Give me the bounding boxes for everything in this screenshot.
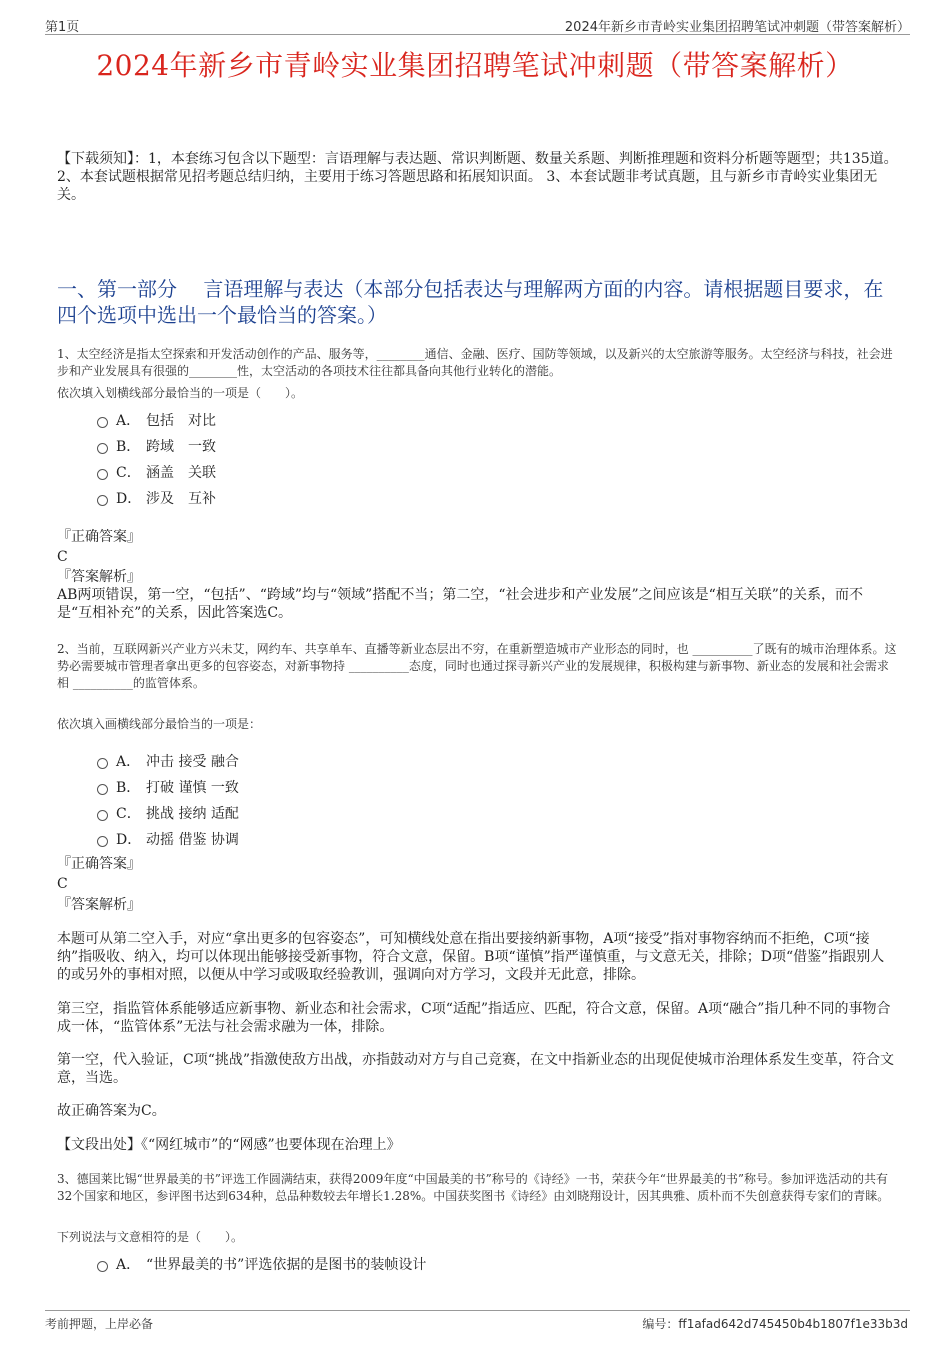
- question-2-option-a[interactable]: [97, 751, 239, 771]
- option-label: B．: [116, 780, 141, 796]
- option-label: C．: [116, 465, 141, 481]
- question-1-answer: C: [57, 549, 68, 565]
- radio-icon[interactable]: [97, 469, 108, 480]
- radio-icon[interactable]: [97, 495, 108, 506]
- section-title: 一、第一部分 言语理解与表达（本部分包括表达与理解两方面的内容。请根据题目要求，在四个选项中选出一个最恰当的答案。）: [57, 277, 884, 327]
- page-title: 2024年新乡市青岭实业集团招聘笔试冲刺题（带答案解析）: [96, 49, 854, 82]
- header-doc-title: 2024年新乡市青岭实业集团招聘笔试冲刺题（带答案解析）: [564, 20, 910, 35]
- footer-slogan: 考前押题，上岸必备: [45, 1317, 154, 1331]
- question-1-analysis-heading: 『答案解析』: [57, 569, 141, 585]
- option-label: A．: [116, 413, 141, 429]
- radio-icon[interactable]: [97, 417, 108, 428]
- question-2-analysis-heading: 『答案解析』: [57, 897, 141, 913]
- question-2-analysis-paragraph: 第一空，代入验证，C项“挑战”指激使敌方出战，亦指鼓动对方与自己竞赛，在文中指新业态的出现促使城市治理体系发生变革，符合文意，当选。: [57, 1052, 895, 1086]
- question-1-option-a[interactable]: [97, 410, 216, 430]
- question-2-option-d[interactable]: [97, 829, 239, 849]
- radio-icon[interactable]: [97, 1261, 108, 1272]
- question-1-option-b[interactable]: [97, 436, 216, 456]
- question-1-option-c[interactable]: [97, 462, 216, 482]
- option-text: 冲击 接受 融合: [146, 754, 239, 770]
- option-text: 挑战 接纳 适配: [146, 806, 239, 822]
- option-label: D．: [116, 491, 142, 507]
- question-3-text: 3、德国莱比锡“世界最美的书”评选工作圆满结束，获得2009年度“中国最美的书”称号的《诗经》一书，荣获今年“世界最美的书”称号。参加评选活动的共有32个国家和地区，参评图书达到634种，总品种数较去年增长1.28%。中国获奖图书《诗经》由刘晓翔设计，因其典雅、质朴而不失创意获得专家们的青睐。: [57, 1172, 890, 1203]
- question-1-analysis: AB两项错误，第一空，“包括”、“跨域”均与“领域”搭配不当；第二空，“社会进步和产业发展”之间应该是“相互关联”的关系，而不是“互相补充”的关系，因此答案选C。: [57, 587, 863, 621]
- download-notice: 【下载须知】：1，本套练习包含以下题型：言语理解与表达题、常识判断题、数量关系题、判断推理题和资料分析题等题型；共135道。 2、本套试题根据常见招考题总结归纳，主要用于练习答题思路和拓展知识面。 3、本套试题非考试真题，且与新乡市青岭实业集团无关。: [57, 151, 898, 203]
- question-2-text: 2、当前，互联网新兴产业方兴未艾，网约车、共享单车、直播等新业态层出不穷，在重新塑造城市产业形态的同时，也 __________了既有的城市治理体系。这势必需要城市管理者拿出更多的包容姿态，对新事物持 __________态度，同时也通过探寻新兴产业的发展规律，积极构建与新事物、新业态的发展和社会需求相 __________的监管体系。: [57, 642, 897, 690]
- option-label: C．: [116, 806, 141, 822]
- radio-icon[interactable]: [97, 443, 108, 454]
- option-text: 涵盖 关联: [146, 465, 216, 481]
- option-text: 打破 谨慎 一致: [146, 780, 239, 796]
- option-text: 跨域 一致: [146, 439, 216, 455]
- serial-code: ff1afad642d745450b4b1807f1e33b3d: [678, 1317, 908, 1331]
- radio-icon[interactable]: [97, 810, 108, 821]
- question-2-option-c[interactable]: [97, 803, 239, 823]
- question-2-analysis-paragraph: 第三空，指监管体系能够适应新事物、新业态和社会需求，C项“适配”指适应、匹配，符合文意，保留。A项“融合”指几种不同的事物合成一体，“监管体系”无法与社会需求融为一体，排除。: [57, 1001, 891, 1035]
- footer-serial: [642, 1315, 908, 1332]
- radio-icon[interactable]: [97, 758, 108, 769]
- question-2-prompt: 依次填入画横线部分最恰当的一项是：: [57, 717, 262, 731]
- question-2-answer-heading: 『正确答案』: [57, 856, 141, 872]
- option-text: 涉及 互补: [146, 491, 216, 507]
- question-1-option-d[interactable]: [97, 488, 216, 508]
- serial-label: 编号：: [642, 1317, 679, 1331]
- question-2-source: 【文段出处】《“网红城市”的“网感”也要体现在治理上》: [57, 1137, 401, 1153]
- radio-icon[interactable]: [97, 784, 108, 795]
- question-1-answer-heading: 『正确答案』: [57, 529, 141, 545]
- option-label: A．: [116, 1257, 141, 1273]
- page-number: 第1页: [45, 20, 80, 35]
- option-text: “世界最美的书”评选依据的是图书的装帧设计: [146, 1257, 427, 1273]
- option-label: B．: [116, 439, 141, 455]
- question-2-analysis-paragraph: 故正确答案为C。: [57, 1103, 166, 1119]
- question-2-option-b[interactable]: [97, 777, 239, 797]
- header-divider: [45, 34, 910, 35]
- question-2-analysis-paragraph: 本题可从第二空入手，对应“拿出更多的包容姿态”，可知横线处意在指出要接纳新事物，A项“接受”指对事物容纳而不拒绝，C项“接纳”指吸收、纳入，均可以体现出能够接受新事物，符合文意，保留。B项“谨慎”指严谨慎重，与文意无关，排除；D项“借鉴”指跟别人的或另外的事相对照，以便从中学习或吸取经验教训，强调向对方学习，文段并无此意，排除。: [57, 931, 885, 983]
- option-text: 包括 对比: [146, 413, 216, 429]
- question-2-answer: C: [57, 876, 68, 892]
- option-label: A．: [116, 754, 141, 770]
- question-1-prompt: 依次填入划横线部分最恰当的一项是（ ）。: [57, 386, 304, 400]
- question-1-text: 1、太空经济是指太空探索和开发活动创作的产品、服务等，________通信、金融、医疗、国防等领域，以及新兴的太空旅游等服务。太空经济与科技，社会进步和产业发展具有很强的________性，太空活动的各项技术往往都具备向其他行业转化的潜能。: [57, 347, 893, 378]
- radio-icon[interactable]: [97, 836, 108, 847]
- option-label: D．: [116, 832, 142, 848]
- question-3-prompt: 下列说法与文意相符的是（ ）。: [57, 1230, 244, 1244]
- footer-divider: [45, 1310, 910, 1311]
- question-3-option-a[interactable]: [97, 1254, 426, 1274]
- option-text: 动摇 借鉴 协调: [146, 832, 239, 848]
